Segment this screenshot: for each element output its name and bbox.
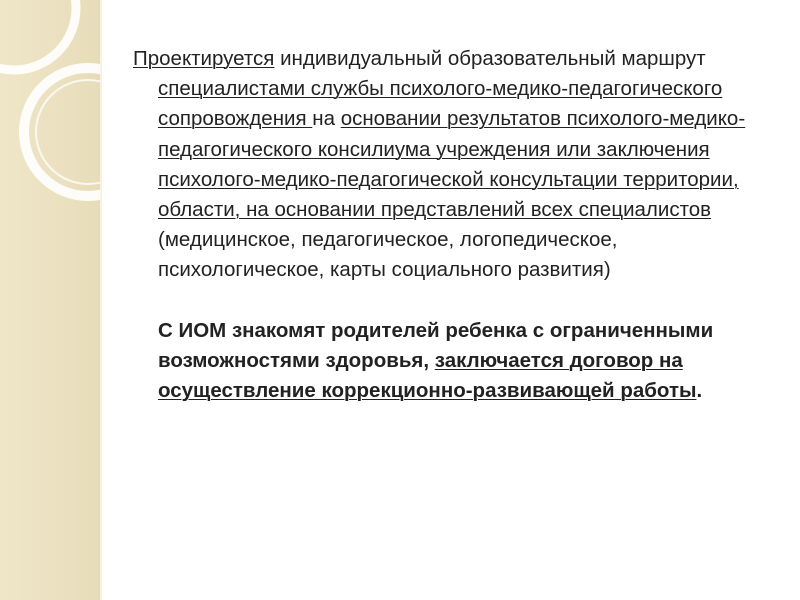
text-segment: основании результатов психолого-медико-педагогического консилиума учреждения или заключения психолого-медико-педагогической консультации территории, области, на основании представлений всех специалистов [158, 107, 746, 222]
slide-body [133, 44, 773, 406]
paragraph-parents-agreement [133, 316, 773, 407]
text-segment: заключается договор на осуществление коррекционно-развивающей работы [158, 348, 697, 403]
text-segment: (медицинское, педагогическое, логопедическое, психологическое, карты социального развития) [158, 228, 618, 282]
decorative-circles-graphic [0, 0, 100, 600]
decorative-side-panel [0, 0, 100, 600]
text-segment: специалистами службы психолого-медико-педагогического сопровождения [158, 77, 723, 131]
paragraph-route-design [133, 44, 773, 286]
text-segment: на [312, 107, 341, 131]
text-segment: Проектируется [133, 47, 275, 70]
text-segment: индивидуальный образовательный маршрут [274, 47, 706, 70]
text-segment: С ИОМ [158, 318, 227, 342]
decorative-circle-inner [36, 80, 100, 184]
text-segment: . [696, 379, 703, 403]
panel-divider [100, 0, 102, 600]
text-segment: знакомят родителей ребенка с ограниченными возможностями здоровья, [158, 318, 714, 372]
decorative-circle-top [0, 0, 76, 70]
